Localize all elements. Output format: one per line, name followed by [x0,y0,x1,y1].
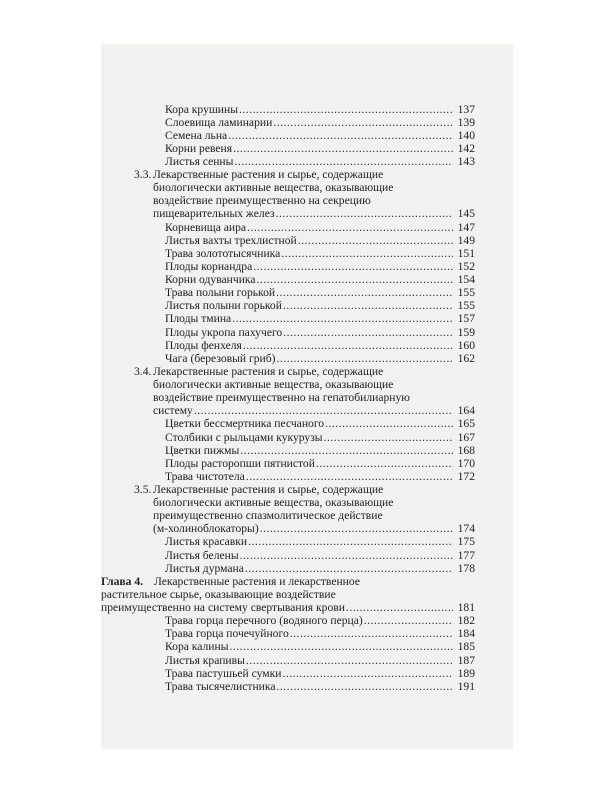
page-number: 137 [457,102,475,116]
entry-title: Трава горца почечуйного [165,627,289,641]
dot-leader [234,155,453,168]
dot-leader [276,680,453,693]
page-number: 170 [457,456,475,470]
page-number: 191 [457,679,475,693]
page-number: 165 [457,417,475,431]
entry-title: Листья крапивы [165,653,245,667]
dot-leader [276,286,453,299]
entry-title: Корни одуванчика [165,273,256,287]
entry-title: пищеварительных желез [153,207,275,221]
entry-title: биологически активные вещества, оказывающие [153,378,394,392]
dot-leader [248,535,453,548]
dot-leader [240,549,453,562]
dot-leader [364,614,453,627]
entry-title: Лекарственные растения и сырье, содержащие [153,168,384,182]
page-number: 181 [457,601,475,615]
entry-title: Лекарственные растения и сырье, содержащие [153,364,384,378]
page-number: 162 [457,351,475,365]
entry-title: Трава пастушьей сумки [165,666,282,680]
dot-leader [233,142,453,155]
book-page [101,44,513,749]
dot-leader [282,667,453,680]
dot-leader [239,103,453,116]
entry-title: преимущественно на систему свертывания крови [101,601,345,615]
dot-leader [290,627,453,640]
entry-title: Трава тысячелистника [165,679,276,693]
entry-title: Плоды тмина [165,312,232,326]
page-number: 140 [457,128,475,142]
page-number: 151 [457,246,475,260]
entry-title: Плоды укропа пахучего [165,325,283,339]
dot-leader [260,522,453,535]
entry-title: преимущественно спазмолитическое действие [153,509,383,523]
chapter-number: Глава 4. [101,574,144,588]
entry-title: Листья сенны [165,154,234,168]
page-number: 145 [457,207,475,221]
dot-leader [253,260,453,273]
entry-title: Листья белены [165,548,239,562]
page-number: 185 [457,640,475,654]
entry-title: Корневища аира [165,220,247,234]
dot-leader [247,221,453,234]
page-number: 142 [457,141,475,155]
entry-title: Лекарственные растения и лекарственное [154,574,360,588]
page-number: 178 [457,561,475,575]
page-number: 189 [457,666,475,680]
dot-leader [257,273,453,286]
entry-title: Слоевища ламинарии [165,115,273,129]
dot-leader [246,654,453,667]
dot-leader [273,116,453,129]
entry-title: Кора калины [165,640,229,654]
entry-title: Плоды фенхеля [165,338,242,352]
page-number: 154 [457,273,475,287]
entry-title: Листья дурмана [165,561,244,575]
entry-title: систему [153,404,193,418]
dot-leader [243,339,453,352]
entry-title: воздействие преимущественно на гепатобилиарную [153,391,410,405]
entry-title: Трава полыни горькой [165,286,276,300]
dot-leader [276,207,453,220]
page-number: 147 [457,220,475,234]
entry-title: Цветки пижмы [165,443,240,457]
page-number: 155 [457,286,475,300]
entry-title: биологически активные вещества, оказывающие [153,496,394,510]
entry-title: биологически активные вещества, оказывающие [153,181,394,195]
page-number: 172 [457,469,475,483]
page-number: 175 [457,535,475,549]
page-number: 157 [457,312,475,326]
entry-title: Цветки бессмертника песчаного [165,417,325,431]
page-number: 139 [457,115,475,129]
section-number: 3.4. [134,364,152,378]
entry-title: Лекарственные растения и сырье, содержащие [153,482,384,496]
page-number: 187 [457,653,475,667]
entry-title: Чага (березовый гриб) [165,351,276,365]
dot-leader [325,417,453,430]
dot-leader [283,326,453,339]
page-number: 160 [457,338,475,352]
section-number: 3.3. [134,168,152,182]
entry-title: Плоды расторопши пятнистой [165,456,315,470]
page-number: 182 [457,614,475,628]
dot-leader [228,129,453,142]
page-number: 152 [457,259,475,273]
page-number: 159 [457,325,475,339]
page-number: 155 [457,299,475,313]
page-number: 143 [457,154,475,168]
entry-title: Трава чистотела [165,469,245,483]
page-number: 184 [457,627,475,641]
dot-leader [324,431,453,444]
entry-title: воздействие преимущественно на секрецию [153,194,371,208]
entry-title: Трава золототысячника [165,246,281,260]
dot-leader [277,352,453,365]
dot-leader [245,562,453,575]
entry-title: Кора крушины [165,102,238,116]
dot-leader [229,640,453,653]
dot-leader [246,470,453,483]
dot-leader [316,457,453,470]
entry-title: растительное сырье, оказывающие воздействие [101,587,336,601]
entry-title: Листья вахты трехлистной [165,233,297,247]
page-number: 174 [457,522,475,536]
page-number: 149 [457,233,475,247]
entry-title: Листья красавки [165,535,248,549]
entry-title: Плоды кориандра [165,259,253,273]
page-number: 177 [457,548,475,562]
dot-leader [240,444,453,457]
entry-title: (м-холиноблокаторы) [153,522,259,536]
entry-title: Листья полыни горькой [165,299,282,313]
dot-leader [283,299,453,312]
dot-leader [346,601,453,614]
page-number: 164 [457,404,475,418]
entry-title: Семена льна [165,128,228,142]
section-number: 3.5. [134,482,152,496]
dot-leader [232,312,453,325]
dot-leader [281,247,453,260]
dot-leader [194,404,453,417]
entry-title: Корни ревеня [165,141,233,155]
page-number: 168 [457,443,475,457]
dot-leader [298,234,453,247]
entry-title: Столбики с рыльцами кукурузы [165,430,323,444]
entry-title: Трава горца перечного (водяного перца) [165,614,363,628]
page-number: 167 [457,430,475,444]
